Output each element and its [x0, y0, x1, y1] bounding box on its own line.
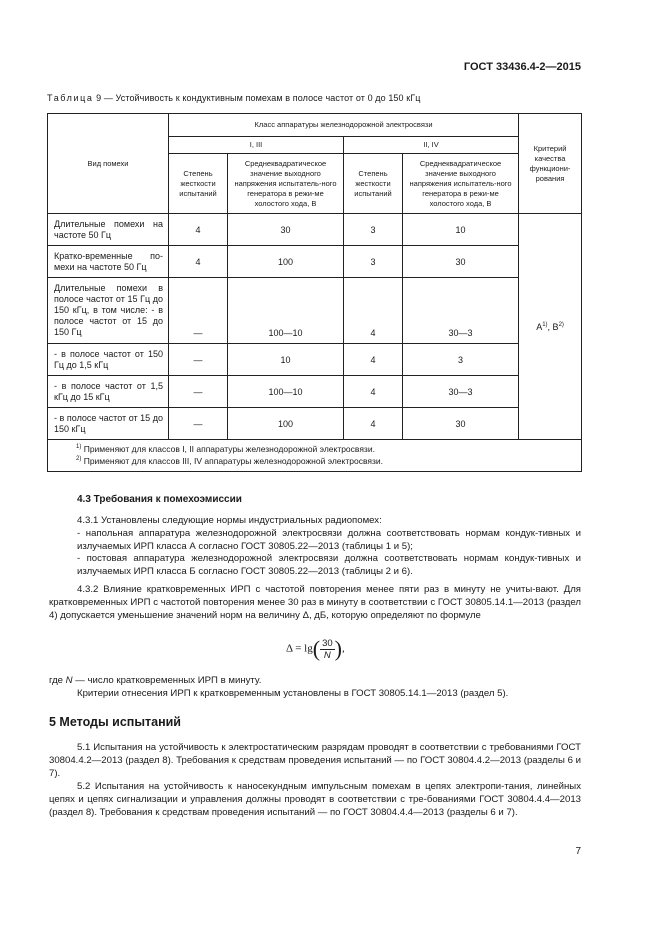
section-4-3-2-body	[49, 584, 581, 622]
section-5-heading: 5 Методы испытаний	[49, 715, 181, 729]
header-degree-1: Степень жесткости испытаний	[169, 154, 228, 214]
section-5-body	[49, 742, 581, 820]
para-4-3-1: 4.3.1 Установлены следующие нормы индустриальных радиопомех:	[77, 515, 382, 526]
row-label: - в полосе частот от 150 Гц до 1,5 кГц	[48, 344, 169, 376]
document-header: ГОСТ 33436.4-2—2015	[463, 61, 581, 73]
interference-immunity-table	[47, 113, 582, 472]
header-degree-2: Степень жесткости испытаний	[344, 154, 403, 214]
row-label: Длительные помехи в полосе частот от 15 Гц до 150 кГц, в том числе: - в полосе частот от 15 до 150 Гц	[48, 278, 169, 344]
table-footnotes-row	[48, 440, 582, 472]
header-class-group-2: II, IV	[344, 137, 519, 154]
row-degree-1: 4	[169, 246, 228, 278]
table-footnotes	[48, 440, 582, 472]
row-degree-1: —	[169, 278, 228, 344]
footnote-text: Применяют для классов III, IV аппаратуры железнодорожной электросвязи.	[83, 456, 383, 466]
page-number: 7	[575, 846, 581, 857]
formula-denominator: N	[323, 649, 331, 661]
criterion-cell	[519, 214, 582, 440]
table-row	[48, 344, 582, 376]
formula-fraction	[320, 638, 335, 661]
formula-tail: ,	[341, 642, 345, 655]
row-value-1: 10	[228, 344, 344, 376]
footnote	[76, 455, 575, 467]
footnote-text: Применяют для классов I, II аппаратуры железнодорожной электросвязи.	[83, 444, 375, 454]
formula-paren-close: )	[334, 636, 342, 661]
para-4-3-1a: - напольная аппаратура железнодорожной электросвязи должна соответствовать нормам кондук-тивных и излучаемых ИРП класса А согласно ГОСТ 30805.22—2013 (таблицы 1 и 5);	[77, 527, 581, 552]
footnote-mark: 1)	[76, 444, 82, 451]
header-rms-1: Среднеквадратическое значение выходного напряжения испытатель-ного генератора в режи-ме холостого хода, В	[228, 154, 344, 214]
header-class-group-1: I, III	[169, 137, 344, 154]
formula-where	[49, 675, 581, 688]
row-degree-1: —	[169, 408, 228, 440]
row-value-2: 3	[403, 344, 519, 376]
where-prefix: где	[49, 675, 66, 686]
table-row	[48, 278, 582, 344]
table-row	[48, 246, 582, 278]
formula-numerator: 30	[322, 637, 333, 649]
footnote	[76, 443, 575, 455]
row-value-1: 100—10	[228, 376, 344, 408]
section-4-3-heading: 4.3 Требования к помехоэмиссии	[77, 494, 242, 505]
row-label: - в полосе частот от 1,5 кГц до 15 кГц	[48, 376, 169, 408]
row-label: Кратко-временные по-мехи на частоте 50 Гц	[48, 246, 169, 278]
row-value-1: 30	[228, 214, 344, 246]
row-degree-2: 3	[344, 214, 403, 246]
row-value-2: 10	[403, 214, 519, 246]
row-label: - в полосе частот от 15 до 150 кГц	[48, 408, 169, 440]
table-caption-text: 9 — Устойчивость к кондуктивным помехам в полосе частот от 0 до 150 кГц	[96, 93, 421, 103]
row-degree-1: 4	[169, 214, 228, 246]
row-label: Длительные помехи на частоте 50 Гц	[48, 214, 169, 246]
criterion-sep-b: , B	[547, 321, 559, 332]
row-degree-2: 4	[344, 278, 403, 344]
para-4-3-1b: - постовая аппаратура железнодорожной электросвязи должна соответствовать нормам кондук-тивных и излучаемых ИРП класса Б согласно ГОСТ 30805.22—2013 (таблицы 2 и 6).	[77, 553, 581, 578]
header-equipment-class: Класс аппаратуры железнодорожной электросвязи	[169, 114, 519, 137]
footnote-mark: 2)	[76, 456, 82, 463]
para-4-3-criteria: Критерии отнесения ИРП к кратковременным установлены в ГОСТ 30805.14.1—2013 (раздел 5).	[77, 688, 509, 699]
criterion-b-footnote-mark: 2)	[558, 321, 564, 328]
row-degree-2: 4	[344, 344, 403, 376]
row-value-2: 30	[403, 246, 519, 278]
formula-lhs: Δ = lg	[286, 642, 313, 655]
row-value-2: 30	[403, 408, 519, 440]
table-caption	[47, 93, 421, 103]
row-value-2: 30—3	[403, 278, 519, 344]
row-degree-1: —	[169, 344, 228, 376]
row-degree-2: 3	[344, 246, 403, 278]
table-row	[48, 376, 582, 408]
delta-formula	[286, 636, 345, 662]
row-degree-2: 4	[344, 376, 403, 408]
formula-paren-open: (	[312, 636, 321, 661]
where-variable: N	[65, 675, 73, 686]
table-row	[48, 408, 582, 440]
header-interference-type: Вид помехи	[48, 114, 169, 214]
where-description: — число кратковременных ИРП в минуту.	[72, 675, 262, 686]
para-5-2: 5.2 Испытания на устойчивость к наносекундным импульсным помехам в цепях электропи-тания, линейных цепях и цепях сигнализации и управления должны проводят в соответствии с тре-бованиями ГОСТ 30804.4.4—2013 (раздел 8). Требования к средствам проведения испытаний — по ГОСТ 30804.4.4—2013 (разделы 6 и 7).	[49, 781, 581, 818]
row-value-1: 100—10	[228, 278, 344, 344]
row-value-1: 100	[228, 408, 344, 440]
table-caption-label: Таблица	[47, 93, 94, 103]
row-degree-1: —	[169, 376, 228, 408]
header-rms-2: Среднеквадратическое значение выходного напряжения испытатель-ного генератора в режи-ме холостого хода, В	[403, 154, 519, 214]
table-row	[48, 214, 582, 246]
criterion-a: A	[536, 321, 543, 332]
para-4-3-2: 4.3.2 Влияние кратковременных ИРП с частотой повторения менее пяти раз в минуту не учиты-вают. Для кратковременных ИРП с частотой повторения менее 30 раз в минуту в соответствии с ГОСТ 30805.14.1—2013 (раздел 4) допускается уменьшение значений норм на величину Δ, дБ, которую определяют по формуле	[49, 584, 581, 621]
row-value-1: 100	[228, 246, 344, 278]
section-4-3-body	[77, 515, 581, 579]
criterion-a-footnote-mark: 1)	[542, 321, 548, 328]
row-value-2: 30—3	[403, 376, 519, 408]
header-criterion: Критерий качества функциони-рования	[519, 114, 582, 214]
para-5-1: 5.1 Испытания на устойчивость к электростатическим разрядам проводят в соответствии с требованиями ГОСТ 30804.4.2—2013 (раздел 8). Требования к средствам проведения испытаний — по ГОСТ 30804.4.2—2013 (разделы 6 и 7).	[49, 742, 581, 779]
row-degree-2: 4	[344, 408, 403, 440]
